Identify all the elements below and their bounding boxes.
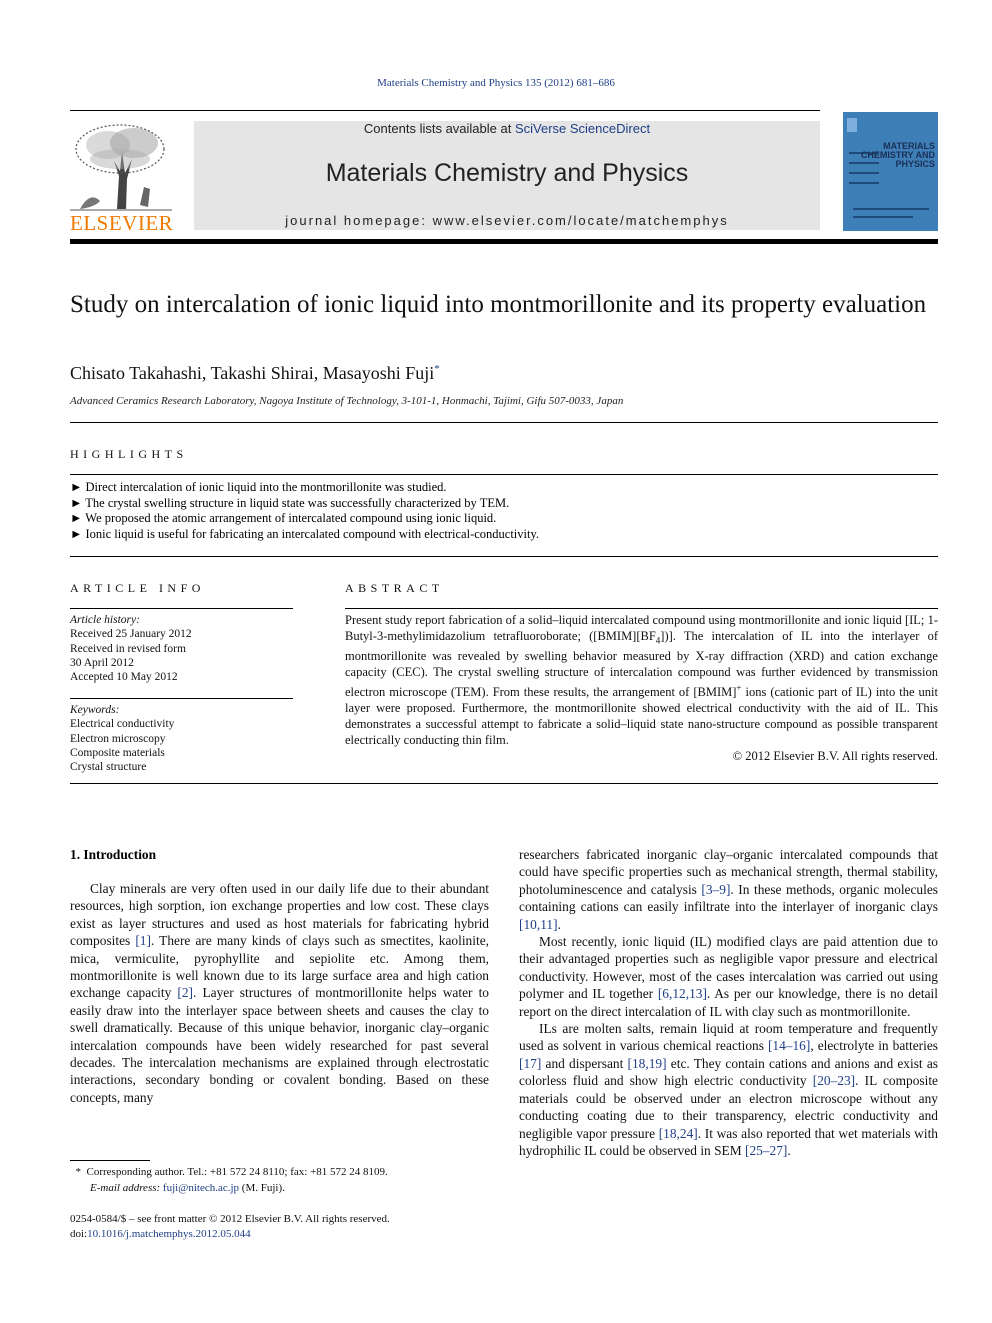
highlights-heading: HIGHLIGHTS (70, 447, 188, 461)
history-line: Received 25 January 2012 (70, 628, 192, 641)
author-list (70, 363, 440, 384)
body-column-right (519, 846, 938, 1159)
abstract-rule-bottom (70, 783, 938, 784)
abstract-subscript: 4 (655, 635, 661, 646)
email-line (70, 1181, 490, 1197)
footnote-rule (70, 1160, 150, 1161)
citation-link[interactable]: [14–16] (767, 1038, 811, 1054)
text-run: etc. They contain cations and anions and exist as colorless fluid and show high electric conductivity (519, 1055, 938, 1089)
abstract-text (345, 613, 938, 765)
abstract-copyright: © 2012 Elsevier B.V. All rights reserved. (732, 748, 938, 763)
paper-title: Study on intercalation of ionic liquid into montmorillonite and its property evaluation (70, 291, 927, 318)
abstract-part: ])]. The intercalation of IL into the interlayer of montmorillonite was revealed by swelling behavior measured by X-ray diffraction (XRD) and cation exchange capacity (CEC). The crystal swelling structure of intercalation compound was further evidenced by transmission electron microscope (TEM). From these results, the arrangement of [BMIM] (345, 628, 938, 700)
citation-link[interactable]: [3–9] (701, 881, 731, 897)
keyword-item: Electron microscopy (70, 732, 166, 745)
text-run: . (557, 916, 561, 932)
front-matter (70, 1212, 490, 1242)
citation-link[interactable]: [10,11] (519, 916, 558, 932)
history-label: Article history: (70, 614, 140, 626)
elsevier-logo[interactable] (70, 121, 172, 233)
cover-title: MATERIALS CHEMISTRY AND PHYSICS (860, 141, 935, 169)
abstract-rule (345, 608, 938, 609)
header-top-rule (70, 110, 820, 111)
citation-link[interactable]: [2] (177, 985, 194, 1001)
text-run: researchers fabricated inorganic clay–organic intercalated compounds that could have specific properties such as mechanical strength, thermal stability, photoluminescence and catalysis (519, 847, 938, 897)
corresponding-footnote (70, 1165, 490, 1181)
highlight-item: ► Direct intercalation of ionic liquid into the montmorillonite was studied. (70, 480, 447, 494)
authors-text: Chisato Takahashi, Takashi Shirai, Masayoshi Fuji (70, 363, 435, 383)
keywords-label: Keywords: (70, 704, 120, 716)
highlights-rule-bottom (70, 556, 938, 557)
corresponding-info: Corresponding author. Tel.: +81 572 24 8110; fax: +81 572 24 8109. (86, 1166, 388, 1178)
abstract-heading: ABSTRACT (345, 581, 444, 595)
citation-link[interactable]: [17] (519, 1055, 542, 1071)
journal-title: Materials Chemistry and Physics (325, 159, 689, 187)
cover-pattern-icon (843, 112, 938, 231)
abstract-part: Present study report fabrication of a solid–liquid intercalated compound using montmorillonite and ionic liquid [IL; 1-Butyl-3-methylimidazolium tetrafluoroborate; ([BMIM][BF (345, 613, 938, 643)
footnote-mark: * (75, 1166, 81, 1178)
keyword-item: Crystal structure (70, 761, 147, 774)
highlight-item: ► The crystal swelling structure in liquid state was successfully characterized by TEM. (70, 495, 510, 510)
sciencedirect-link[interactable]: SciVerse ScienceDirect (514, 121, 651, 136)
text-run: ILs are molten salts, remain liquid at room temperature and frequently used as solvent in various chemical reactions (519, 1021, 938, 1054)
keyword-item: Electrical conductivity (70, 718, 175, 731)
text-run: . It was also reported that wet materials with hydrophilic IL could be observed in SEM (519, 1125, 938, 1158)
highlight-item: ► Ionic liquid is useful for fabricating an intercalated compound with electrical-conductivity. (70, 527, 540, 542)
citation-link[interactable]: [20–23] (812, 1073, 856, 1089)
elsevier-tree-icon (70, 121, 172, 213)
introduction-heading: 1. Introduction (70, 847, 157, 862)
history-line: Accepted 10 May 2012 (70, 671, 178, 684)
doi-line (70, 1227, 490, 1242)
citation-link[interactable]: [25–27] (745, 1142, 788, 1158)
text-run: and dispersant (541, 1055, 628, 1071)
abstract-part: ions (cationic part of IL) into the unit layer were proposed. Furthermore, the montmorillonite showed electrical conductivity with the aid of IL. This demonstrates a successful attempt to fabricate a solid–liquid state nano-structure compound as possible transparent electrically conducting thin film. (345, 685, 938, 747)
journal-citation[interactable]: Materials Chemistry and Physics 135 (2012) 681–686 (377, 77, 615, 89)
email-suffix: (M. Fuji). (239, 1181, 285, 1194)
doi-link[interactable]: 10.1016/j.matchemphys.2012.05.044 (87, 1228, 251, 1240)
footnote (70, 1165, 490, 1196)
keywords (70, 703, 174, 774)
elsevier-wordmark: ELSEVIER (70, 211, 174, 235)
text-run: . IL composite materials could be observed under an electron microscope without any conducting coating due to their transparency, electric conductivity and negligible vapor pressure (519, 1073, 938, 1141)
citation-link[interactable]: [18,24] (658, 1125, 698, 1141)
email-label: E-mail address: (90, 1181, 161, 1194)
highlights-rule-top (70, 474, 938, 475)
text-run: . There are many kinds of clays such as smectites, kaolinite, mica, vermiculite, pyrophyllite and sepiolite etc. Among them, montmorillonite is well known due to its large surface area and high cation exchange capacity (70, 933, 489, 1001)
header-thick-rule (70, 239, 938, 244)
affiliation: Advanced Ceramics Research Laboratory, Nagoya Institute of Technology, 3-101-1, Honmachi, Tajimi, Gifu 507-0033, Japan (70, 395, 624, 407)
text-run: . In these methods, organic molecules containing cations can easily infiltrate into the interlayer of inorganic clays (519, 881, 938, 915)
citation-link[interactable]: [6,12,13] (657, 986, 707, 1002)
intro-paragraph (519, 846, 938, 933)
journal-cover[interactable] (843, 112, 938, 231)
corresponding-author-mark[interactable]: * (434, 363, 440, 375)
text-run: . (787, 1142, 791, 1158)
keywords-rule (70, 698, 293, 699)
highlights-list (70, 480, 930, 543)
contents-line (194, 121, 820, 136)
contents-prefix: Contents lists available at (363, 121, 515, 136)
issn-line: 0254-0584/$ – see front matter © 2012 Elsevier B.V. All rights reserved. (70, 1213, 390, 1225)
text-run: Most recently, ionic liquid (IL) modified clays are paid attention due to their advantaged properties such as negligible vapor pressure and electrical conductivity. However, most of the cases intercalation was carried out using polymer and IL together (519, 934, 938, 1002)
journal-homepage[interactable]: journal homepage: www.elsevier.com/locate/matchemphys (285, 213, 729, 228)
intro-paragraph (70, 880, 489, 1106)
highlight-item: ► We proposed the atomic arrangement of intercalated compound using ionic liquid. (70, 511, 497, 526)
intro-paragraph (519, 1020, 938, 1159)
doi-label: doi: (70, 1228, 88, 1240)
email-link[interactable]: fuji@nitech.ac.jp (162, 1181, 240, 1194)
history-line: 30 April 2012 (70, 656, 134, 669)
article-info-rule (70, 608, 293, 609)
text-run: , electrolyte in batteries (810, 1038, 938, 1054)
citation-link[interactable]: [18,19] (627, 1055, 667, 1071)
abstract-superscript: + (736, 683, 742, 694)
text-run: Clay minerals are very often used in our daily life due to their abundant resources, high sorption, ion exchange properties and low cost. These clays exist as layer structures and used as host materials for fabricating hybrid composites (70, 881, 489, 949)
intro-paragraph (519, 933, 938, 1020)
text-run: . Layer structures of montmorillonite helps water to easily draw into the interlayer space between sheets and causes the clay to swell dramatically. Because of this unique behavior, inorganic clay–organic intercalation compounds have been widely researched for past several decades. The intercalation mechanisms are explained through electrostatic interactions, secondary bonding or covalent bonding. Based on these concepts, many (70, 985, 490, 1105)
journal-banner (194, 121, 820, 230)
citation-link[interactable]: [1] (135, 933, 151, 949)
history-line: Received in revised form (70, 642, 186, 655)
body-column-left (70, 880, 489, 1106)
rule-above-highlights (70, 422, 938, 423)
text-run: . As per our knowledge, there is no detail report on the direct intercalation of IL with clay such as montmorillonite. (519, 986, 938, 1019)
article-info-heading: ARTICLE INFO (70, 581, 205, 595)
article-history (70, 613, 192, 684)
keyword-item: Composite materials (70, 746, 165, 759)
